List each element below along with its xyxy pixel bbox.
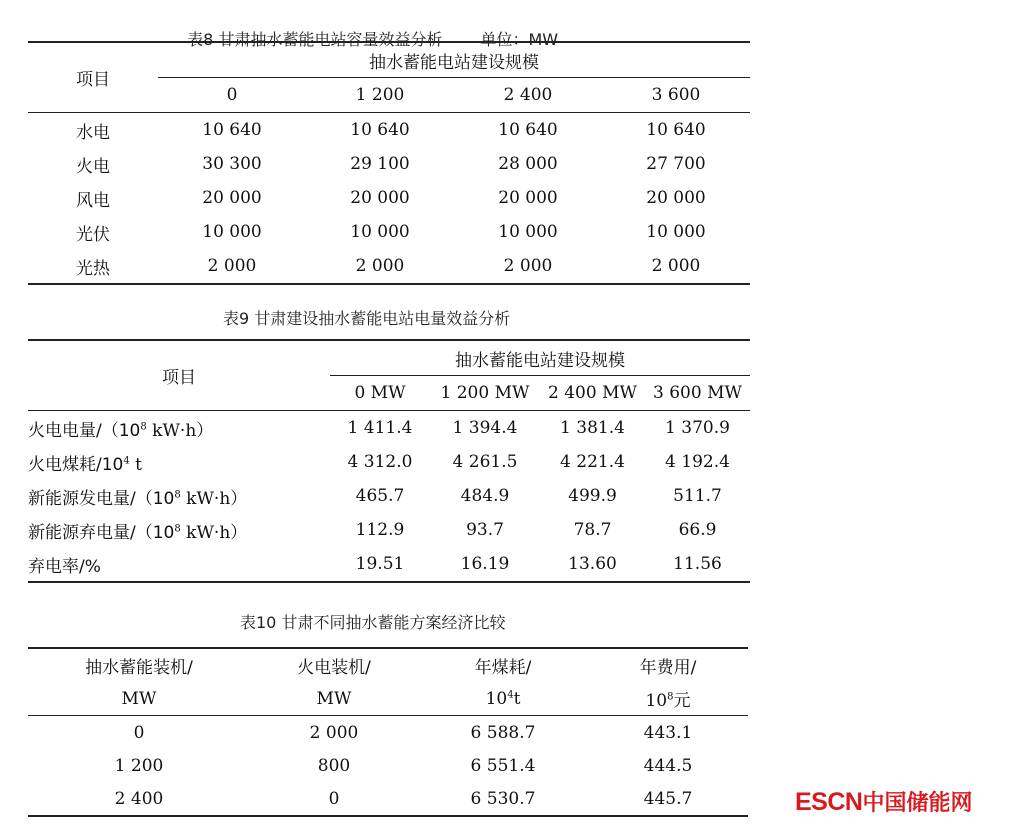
table8-unit: 单位：MW [480,30,559,49]
table10-header: 火电装机/ [297,658,371,678]
table-cell: 93.7 [466,520,504,540]
row-label: 火电煤耗$/10^4$ t [28,454,142,475]
table-cell: 16.19 [460,554,510,574]
table-row [28,215,750,249]
table-cell: 0 [133,722,145,743]
table-cell: 1 394.4 [452,418,518,438]
table-cell: 78.7 [573,520,612,540]
table-row [28,249,750,284]
table-cell: 20 000 [350,188,410,208]
table-cell: 1 381.4 [560,418,625,438]
table9-col-header: 3 600 MW [645,376,750,411]
table8-title: 表8 甘肃抽水蓄能电站容量效益分析 [187,30,443,49]
table8-item-header: 项目 [28,42,158,113]
table-cell: 484.9 [460,486,510,506]
table-cell: 2 400 [114,788,164,809]
table9-col-header: 0 MW [330,376,430,411]
table-cell: 28 000 [498,154,558,174]
table-cell: 499.9 [568,486,617,506]
table-cell: 20 000 [202,188,262,208]
table-cell: 2 000 [355,256,405,276]
row-label: 光热 [76,258,110,279]
row-label: 水电 [76,122,110,143]
row-label: 光伏 [76,224,110,245]
table-cell: 0 [328,788,340,809]
table-row [28,445,750,479]
table-cell: 27 700 [646,154,706,174]
table8-col-header: 2 400 [454,78,602,113]
table9 [28,339,750,583]
table-row [28,513,750,547]
table-cell: 10 000 [350,222,410,242]
table8-col-header: 1 200 [306,78,454,113]
table8-col-header: 3 600 [602,78,750,113]
table10-caption: 表10 甘肃不同抽水蓄能方案经济比较 [240,613,506,632]
table10-unit-header: MW [250,682,418,716]
table-cell: 2 000 [309,722,359,743]
table-cell: 11.56 [673,554,722,574]
table-cell: 20 000 [646,188,706,208]
table10-unit-header: $10^4t$ [418,682,588,716]
row-label: 新能源弃电量$/(10^8$ kW·h） [28,522,248,543]
table10 [28,647,748,817]
table-cell: 2 000 [207,256,257,276]
table-row [28,749,748,782]
table-cell: 465.7 [355,486,405,506]
table10-header: 抽水蓄能装机/ [85,658,193,678]
table8-group-header: 抽水蓄能电站建设规模 [158,42,750,78]
table-cell: 112.9 [355,520,405,540]
table10-header: 年费用/ [639,658,697,678]
row-label: 弃电率/% [28,556,101,577]
table-cell: 20 000 [498,188,558,208]
table-cell: 1 200 [114,755,164,776]
table-cell: 4 261.5 [452,452,518,472]
table-row [28,547,750,582]
logo-latin: ESCN [795,788,863,816]
table-cell: 10 000 [498,222,558,242]
table-row [28,113,750,148]
table-cell: 19.51 [355,554,405,574]
table-cell: 10 640 [498,120,558,140]
table9-caption: 表9 甘肃建设抽水蓄能电站电量效益分析 [223,309,511,328]
table-cell: 6 530.7 [470,788,536,809]
table-cell: 10 000 [646,222,706,242]
table-cell: 13.60 [568,554,617,574]
table-cell: 66.9 [678,520,717,540]
table-cell: 10 640 [350,120,410,140]
table-cell: 6 551.4 [470,755,536,776]
table9-group-header: 抽水蓄能电站建设规模 [330,340,750,376]
table-cell: 1 370.9 [665,418,730,438]
table-cell: 10 640 [646,120,706,140]
table9-col-header: 1 200 MW [430,376,540,411]
table-cell: 445.7 [643,788,693,809]
table-cell: 29 100 [350,154,410,174]
table8-col-header: 0 [158,78,306,113]
escn-logo [795,786,972,817]
table-cell: 800 [317,755,351,776]
table-cell: 1 411.4 [347,418,413,438]
table-cell: 2 000 [651,256,701,276]
table9-col-header: 2 400 MW [540,376,645,411]
row-label: 火电电量$/(10^8$ kW·h） [28,420,214,441]
row-label: 风电 [76,190,110,211]
table8 [28,41,750,285]
table10-unit-header: $10^8$元 [588,682,748,716]
table-row [28,716,748,750]
table-row [28,411,750,446]
table-cell: 6 588.7 [470,722,536,743]
table-cell: 30 300 [202,154,262,174]
table-row [28,782,748,816]
table-row [28,181,750,215]
row-label: 火电 [76,156,110,177]
table-cell: 443.1 [643,722,693,743]
table-cell: 4 221.4 [560,452,625,472]
table-row [28,479,750,513]
table10-unit-header: MW [28,682,250,716]
table10-header: 年煤耗/ [474,658,532,678]
table-cell: 10 640 [202,120,262,140]
table-cell: 4 192.4 [665,452,730,472]
table9-item-header: 项目 [28,340,330,411]
table-cell: 511.7 [673,486,722,506]
table-cell: 2 000 [503,256,553,276]
table-row [28,147,750,181]
table-cell: 444.5 [643,755,693,776]
table-cell: 10 000 [202,222,262,242]
logo-chinese: 中国储能网 [862,791,973,816]
row-label: 新能源发电量$/(10^8$ kW·h） [28,488,248,509]
table-cell: 4 312.0 [347,452,413,472]
